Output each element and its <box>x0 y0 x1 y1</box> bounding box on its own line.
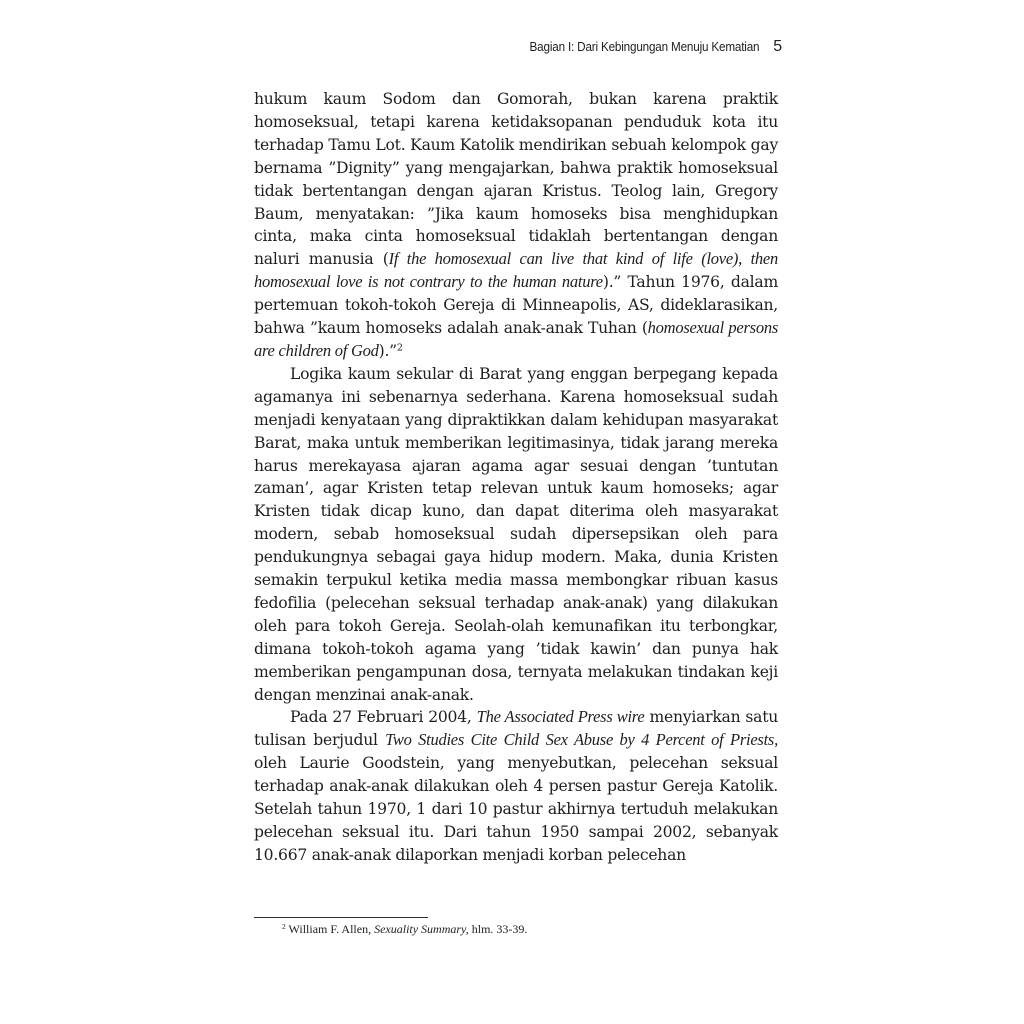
text-segment: ).” Tahun 1976, dalam pertemuan tokoh-tokoh Gereja di Minneapolis, AS, dideklarasikan, bahwa ”kaum homoseks adalah anak-anak Tuhan ( <box>254 273 778 338</box>
paragraph-p2 <box>254 363 778 707</box>
text-segment: menyiarkan satu tulisan berjudul <box>254 708 779 750</box>
footnote-reference: 2 <box>396 342 403 354</box>
footnote-title: Sexuality Summary, <box>374 922 469 936</box>
paragraph-p3 <box>254 706 778 866</box>
footnote-divider <box>254 917 428 918</box>
italic-text: If the homosexual can live that kind of life (love), then homosexual love is not contrary to the human nature <box>254 249 778 292</box>
text-segment: ).” <box>378 341 397 360</box>
text-segment: oleh Laurie Goodstein, yang menyebutkan, pelecehan seksual terhadap anak-anak dilakukan oleh 4 persen pastur Gereja Katolik. Setelah tahun 1970, 1 dari 10 pastur akhirnya tertuduh melakukan pelecehan seksual itu. Dari tahun 1950 sampai 2002, sebanyak 10.667 anak-anak dilaporkan menjadi korban pelecehan <box>254 754 778 864</box>
text-segment: hukum kaum Sodom dan Gomorah, bukan karena praktik homoseksual, tetapi karena ketidaksopanan penduduk kota itu terhadap Tamu Lot. Kaum Katolik mendirikan sebuah kelompok gay bernama ”Dignity” yang mengajarkan, bahwa praktik homoseksual tidak bertentangan dengan ajaran Kristus. Teolog lain, Gregory Baum, menyatakan: ”Jika kaum homoseks bisa menghidupkan cinta, maka cinta homoseksual tidaklah bertentangan dengan naluri manusia ( <box>254 90 778 269</box>
paragraph-p1 <box>254 88 778 363</box>
italic-text: Two Studies Cite Child Sex Abuse by 4 Percent of Priests, <box>385 730 778 750</box>
page-number: 5 <box>773 38 782 55</box>
text-segment: Pada 27 Februari 2004, <box>290 708 477 727</box>
text-segment: Logika kaum sekular di Barat yang enggan berpegang kepada agamanya ini sebenarnya sederhana. Karena homoseksual sudah menjadi kenyataan yang dipraktikkan dalam kehidupan masyarakat Barat, maka untuk memberikan legitimasinya, tidak jarang mereka harus merekayasa ajaran agama agar sesuai dengan ’tuntutan zaman’, agar Kristen tetap relevan untuk kaum homoseks; agar Kristen tidak dicap kuno, dan dapat diterima oleh masyarakat modern, sebab homoseksual sudah dipersepsikan oleh para pendukungnya sebagai gaya hidup modern. Maka, dunia Kristen semakin terpukul ketika media massa membongkar ribuan kasus fedofilia (pelecehan seksual terhadap anak-anak) yang dilakukan oleh para tokoh Gereja. Seolah-olah kemunafikan itu terbongkar, dimana tokoh-tokoh agama yang ’tidak kawin’ dan punya hak memberikan pengampunan dosa, ternyata melakukan tindakan keji dengan menzinai anak-anak. <box>254 364 778 704</box>
footnote-pages: hlm. 33-39. <box>468 922 528 936</box>
running-title: Bagian I: Dari Kebingungan Menuju Kematian <box>529 39 760 54</box>
italic-text: homosexual persons are children of God <box>254 318 778 360</box>
running-header <box>0 38 782 56</box>
footnote-number: 2 <box>282 921 286 931</box>
italic-text: The Associated Press wire <box>476 707 645 727</box>
footnote-author: William F. Allen, <box>288 922 375 936</box>
footnote <box>282 922 527 937</box>
body-text <box>254 88 778 867</box>
